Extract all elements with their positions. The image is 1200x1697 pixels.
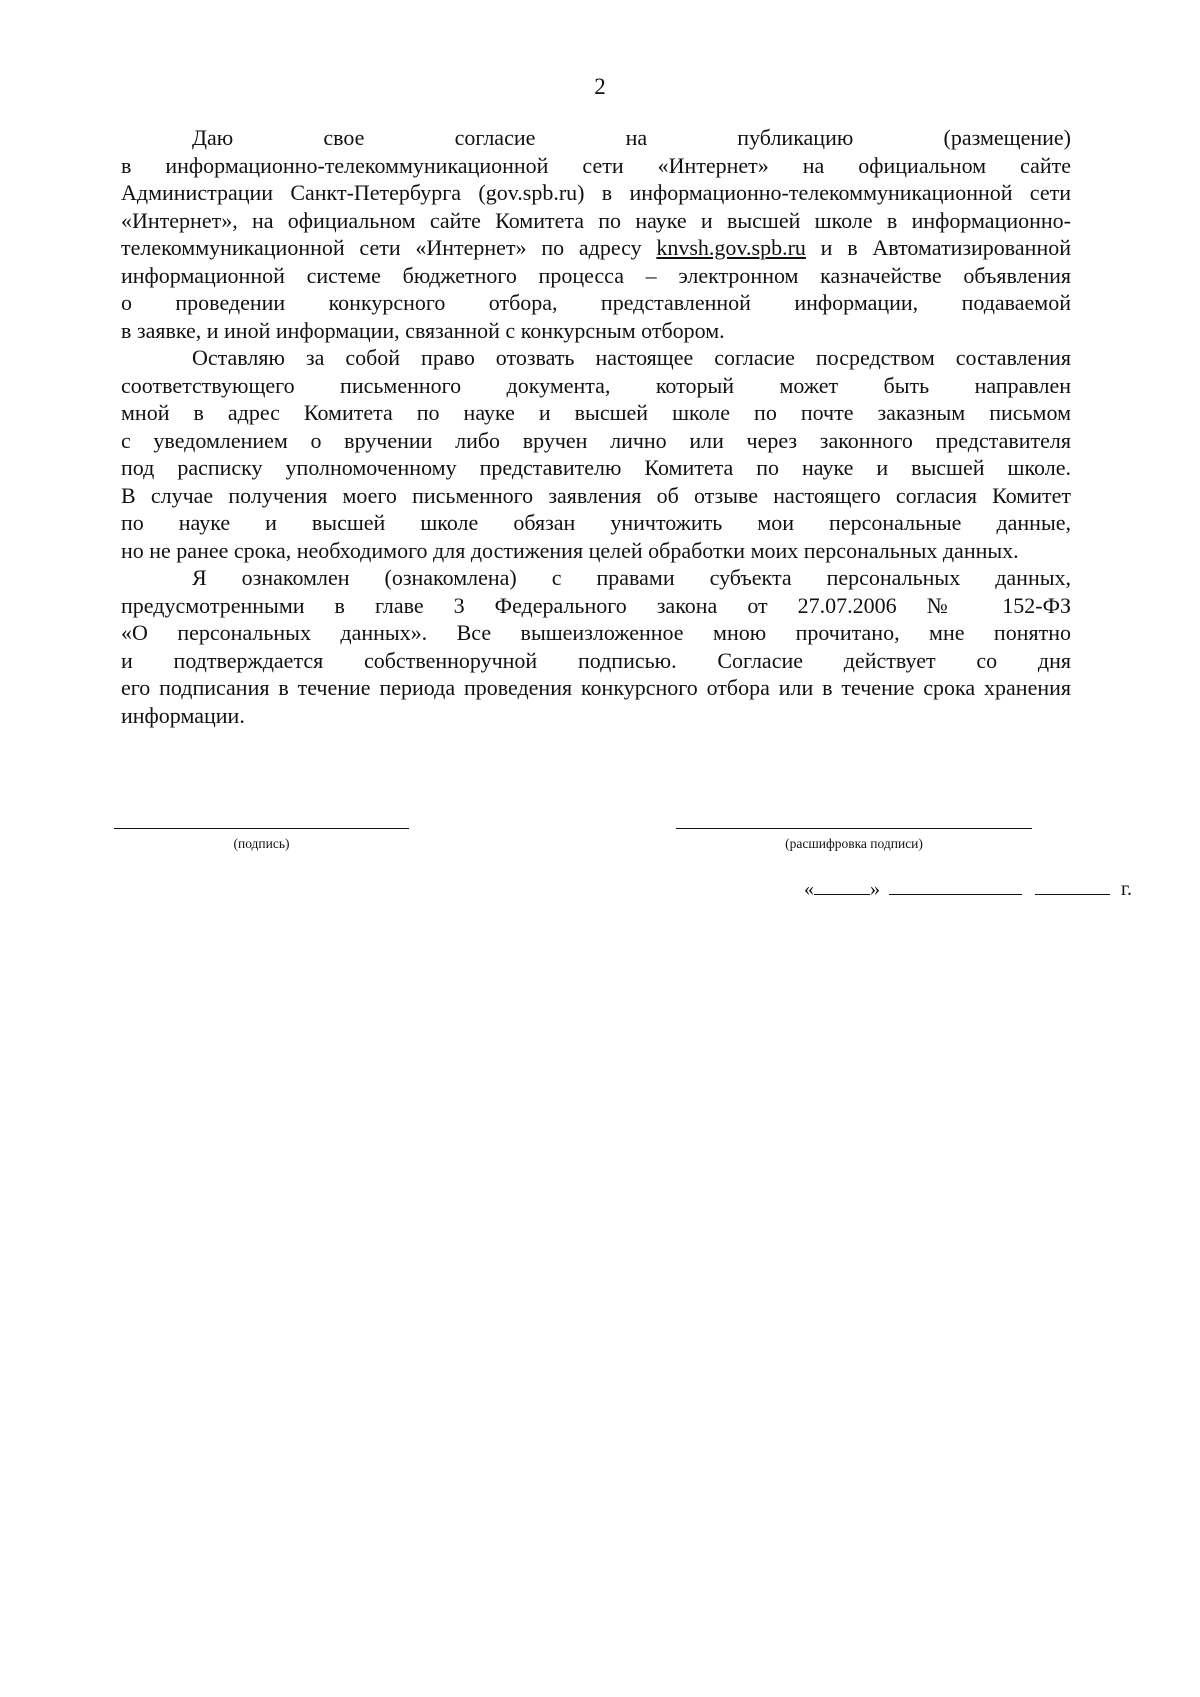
paragraph-1-line-with-link (121, 234, 1071, 262)
paragraph-1-line: в заявке, и иной информации, связанной с конкурсным отбором. (121, 317, 725, 343)
date-open-quote: « (804, 878, 814, 900)
paragraph-1-line: о проведении конкурсного отбора, представленной информации, подаваемой (121, 290, 1071, 315)
paragraph-2-line: но не ранее срока, необходимого для достижения целей обработки моих персональных данных. (121, 537, 1019, 563)
paragraph-2-line: с уведомлением о вручении либо вручен лично или через законного представителя (121, 427, 1071, 453)
paragraph-2-line: по науке и высшей школе обязан уничтожить мои персональные данные, (121, 510, 1071, 535)
year-suffix: г. (1121, 878, 1132, 900)
signature-decoding-caption: (расшифровка подписи) (785, 836, 923, 851)
paragraph-3-line: и подтверждается собственноручной подписью. Согласие действует со дня (121, 647, 1071, 673)
signature-line[interactable] (114, 828, 409, 829)
paragraph-2-line: В случае получения моего письменного заявления об отзыве настоящего согласия Комитет (121, 482, 1071, 508)
paragraph-1-line: Даю свое согласие на публикацию (размещение) (192, 125, 1071, 150)
paragraph-2-line: под расписку уполномоченному представителю Комитета по науке и высшей школе. (121, 455, 1071, 480)
paragraph-3-line: его подписания в течение периода проведения конкурсного отбора или в течение срока хранения (121, 675, 1071, 700)
paragraph-3-line: «О персональных данных». Все вышеизложенное мною прочитано, мне понятно (121, 620, 1071, 645)
day-blank[interactable] (814, 878, 870, 895)
date-close-quote: » (870, 878, 880, 900)
paragraph-1-line: «Интернет», на официальном сайте Комитета по науке и высшей школе в информационно- (121, 207, 1071, 233)
paragraph-2-line: соответствующего письменного документа, который может быть направлен (121, 372, 1071, 398)
year-blank[interactable] (1035, 878, 1110, 895)
page-number: 2 (594, 74, 606, 99)
paragraph-1-line: информационной системе бюджетного процесса – электронном казначействе объявления (121, 262, 1071, 288)
line-text-after-link: и в Автоматизированной (820, 235, 1071, 260)
paragraph-1-line: в информационно-телекоммуникационной сети «Интернет» на официальном сайте (121, 152, 1071, 178)
signature-caption: (подпись) (233, 836, 290, 851)
line-text-before-link: телекоммуникационной сети «Интернет» по адресу (121, 235, 642, 260)
paragraph-1-line: Администрации Санкт-Петербурга (gov.spb.ru) в информационно-телекоммуникационной сети (121, 180, 1071, 205)
signature-decoding-line[interactable] (676, 828, 1032, 829)
paragraph-2-line: мной в адрес Комитета по науке и высшей школе по почте заказным письмом (121, 400, 1071, 425)
consent-text (121, 124, 1071, 729)
date-field (804, 878, 1132, 901)
paragraph-3-line: информации. (121, 702, 245, 728)
knvsh-site-link[interactable]: knvsh.gov.spb.ru (656, 235, 806, 260)
paragraph-2-line: Оставляю за собой право отозвать настоящее согласие посредством составления (192, 345, 1071, 370)
month-blank[interactable] (889, 878, 1022, 895)
paragraph-3-line: Я ознакомлен (ознакомлена) с правами субъекта персональных данных, (192, 565, 1071, 590)
paragraph-3-line: предусмотренными в главе 3 Федерального закона от 27.07.2006 № 152-ФЗ (121, 592, 1071, 618)
